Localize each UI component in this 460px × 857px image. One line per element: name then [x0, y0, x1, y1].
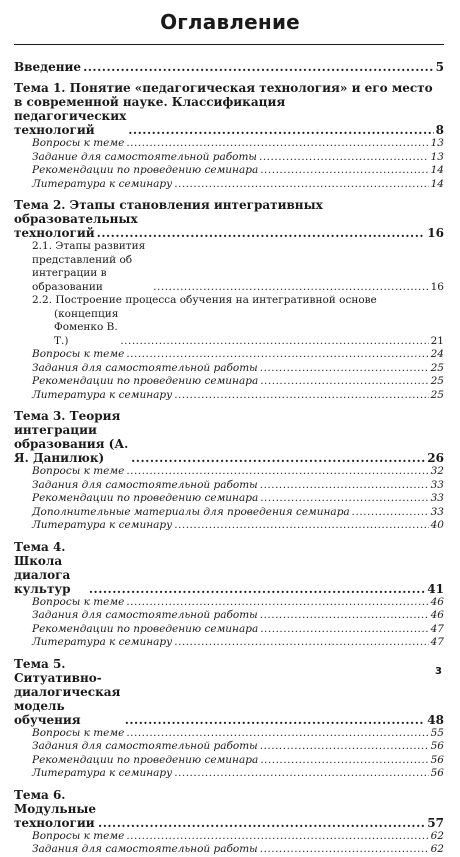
toc-page-number: 57 — [427, 815, 444, 830]
dot-leader — [260, 609, 429, 623]
toc-page-number: 33 — [430, 505, 444, 518]
toc-subitem[interactable] — [14, 479, 444, 493]
toc-subitem[interactable] — [14, 151, 444, 165]
toc-page-number: 32 — [430, 465, 444, 477]
toc-topic-1-line[interactable]: в современной науке. Классификация — [14, 95, 286, 109]
toc-entry-text: Литература к семинару — [32, 519, 173, 531]
dot-leader — [126, 727, 428, 741]
toc-subitem[interactable] — [14, 362, 444, 376]
toc-subitem[interactable] — [14, 348, 444, 362]
dot-leader — [174, 636, 428, 650]
toc-subitem[interactable] — [14, 506, 444, 520]
dot-leader — [174, 519, 428, 533]
toc-page-number: 5 — [435, 60, 444, 74]
dot-leader — [260, 754, 428, 768]
toc-entry-text: Тема 4. Школа диалога культур — [14, 539, 71, 596]
toc-entry-text: Литература к семинару — [32, 177, 173, 190]
toc-page-number: 13 — [430, 137, 444, 149]
toc-entry-text: Рекомендации по проведению семинара — [32, 753, 259, 766]
page-number: 3 — [435, 666, 442, 677]
toc-entry-text: педагогических технологий — [14, 109, 127, 137]
dot-leader — [126, 465, 428, 479]
toc-entry-intro[interactable] — [14, 60, 444, 74]
toc-entry-text: Задания для самостоятельной работы — [32, 609, 258, 621]
toc-entry-text: Введение — [14, 60, 82, 74]
toc-subitem[interactable] — [14, 178, 444, 192]
toc-page-number: 16 — [427, 226, 444, 240]
dot-leader — [126, 137, 428, 151]
toc-page-number: 8 — [435, 123, 444, 137]
dot-leader — [174, 389, 428, 403]
toc-page-number: 62 — [430, 829, 444, 842]
toc-topic-6[interactable] — [14, 788, 444, 830]
dot-leader — [260, 164, 428, 178]
toc-subitem[interactable] — [14, 465, 444, 479]
toc-subitem[interactable] — [14, 375, 444, 389]
dot-leader — [260, 623, 428, 637]
toc-page-number: 16 — [430, 280, 444, 293]
dot-leader — [89, 582, 425, 596]
toc-entry-text: Рекомендации по проведению семинара — [32, 164, 259, 176]
toc-topic-1-line[interactable]: Тема 1. Понятие «педагогическая технология» и его место — [14, 81, 433, 95]
dot-leader — [260, 843, 429, 857]
toc-page-number: 26 — [427, 451, 444, 465]
toc-subitem[interactable] — [14, 754, 444, 768]
toc-subitem[interactable] — [14, 492, 444, 506]
toc-page-number: 33 — [430, 478, 444, 491]
toc-page-number: 41 — [427, 581, 444, 596]
toc-entry-text: Вопросы к теме — [32, 829, 125, 842]
toc-entry-text: технологий — [14, 226, 95, 240]
toc-page-number: 56 — [430, 753, 444, 766]
toc-entry-text: Вопросы к теме — [32, 726, 125, 739]
toc-section-line[interactable]: 2.2. Построение процесса обучения на интегративной основе — [32, 294, 377, 306]
dot-leader — [126, 830, 428, 844]
toc-entry-text: Задание для самостоятельной работы — [32, 150, 257, 163]
toc-entry-text: Литература к семинару — [32, 388, 173, 401]
dot-leader — [259, 151, 429, 165]
table-of-contents — [14, 60, 444, 857]
dot-leader — [125, 713, 426, 727]
dot-leader — [120, 335, 428, 349]
dot-leader — [260, 492, 428, 506]
toc-page-number: 56 — [430, 767, 444, 779]
toc-page-number: 13 — [430, 150, 444, 163]
toc-section[interactable] — [14, 308, 444, 349]
toc-entry-text: Тема 3. Теория интеграции образования (А. Я. Данилюк) — [14, 409, 129, 465]
title-divider — [14, 44, 444, 45]
toc-entry-text: Задания для самостоятельной работы — [32, 740, 258, 752]
toc-section[interactable] — [14, 240, 444, 294]
dot-leader — [260, 375, 428, 389]
toc-subitem[interactable] — [14, 727, 444, 741]
dot-leader — [128, 123, 433, 137]
toc-page-number: 25 — [430, 375, 444, 387]
toc-subitem[interactable] — [14, 843, 444, 857]
toc-page-number: 47 — [430, 622, 444, 635]
dot-leader — [260, 362, 429, 376]
dot-leader — [98, 816, 425, 830]
toc-entry-text: Вопросы к теме — [32, 595, 125, 608]
toc-subitem[interactable] — [14, 609, 444, 623]
toc-subitem[interactable] — [14, 137, 444, 151]
toc-page-number: 62 — [430, 843, 444, 855]
toc-topic-2-line[interactable]: Тема 2. Этапы становления интегративных образовательных — [14, 198, 323, 226]
dot-leader — [260, 740, 429, 754]
toc-topic-2[interactable] — [14, 226, 444, 240]
toc-entry-text: Вопросы к теме — [32, 465, 125, 477]
toc-page-number: 48 — [427, 712, 444, 727]
dot-leader — [126, 348, 428, 362]
toc-page-number: 55 — [430, 726, 444, 739]
toc-entry-text: Литература к семинару — [32, 767, 173, 779]
toc-entry-text: Рекомендации по проведению семинара — [32, 375, 259, 387]
toc-entry-text: Рекомендации по проведению семинара — [32, 492, 259, 504]
toc-subitem[interactable] — [14, 767, 444, 781]
toc-page-number: 40 — [430, 519, 444, 531]
toc-page-number: 33 — [430, 492, 444, 504]
toc-subitem[interactable] — [14, 636, 444, 650]
toc-page-number: 46 — [430, 595, 444, 608]
toc-entry-text: Дополнительные материалы для проведения семинара — [32, 505, 350, 518]
toc-page-number: 47 — [430, 636, 444, 648]
toc-subitem[interactable] — [14, 389, 444, 403]
dot-leader — [83, 60, 434, 74]
dot-leader — [153, 281, 428, 295]
dot-leader — [174, 178, 428, 192]
toc-entry-text: Задания для самостоятельной работы — [32, 478, 258, 491]
dot-leader — [260, 479, 429, 493]
toc-page-number: 21 — [430, 334, 444, 347]
toc-entry-text: Тема 5. Ситуативно-диалогическая модель обучения — [14, 656, 121, 727]
toc-subitem[interactable] — [14, 519, 444, 533]
toc-subitem[interactable] — [14, 740, 444, 754]
toc-entry-text: (концепция Фоменко В. Т.) — [54, 307, 119, 347]
toc-topic-5[interactable] — [14, 657, 444, 727]
toc-topic-1[interactable] — [14, 109, 444, 137]
toc-entry-text: Тема 6. Модульные технологии — [14, 787, 97, 830]
dot-leader — [131, 451, 425, 465]
toc-topic-4[interactable] — [14, 540, 444, 596]
dot-leader — [352, 506, 429, 520]
dot-leader — [126, 596, 428, 610]
toc-page-number: 25 — [430, 361, 444, 374]
toc-topic-3[interactable] — [14, 409, 444, 465]
toc-page-number: 46 — [430, 609, 444, 621]
toc-subitem[interactable] — [14, 623, 444, 637]
toc-page-number: 25 — [430, 388, 444, 401]
toc-entry-text: Рекомендации по проведению семинара — [32, 622, 259, 635]
toc-entry-text: 2.1. Этапы развития представлений об интеграции в образовании — [32, 240, 146, 293]
toc-entry-text: Литература к семинару — [32, 636, 173, 648]
toc-subitem[interactable] — [14, 596, 444, 610]
dot-leader — [174, 767, 428, 781]
page-title: Оглавление — [160, 10, 300, 34]
toc-page-number: 14 — [430, 177, 444, 190]
toc-page-number: 56 — [430, 740, 444, 752]
toc-page-number: 24 — [430, 348, 444, 360]
dot-leader — [97, 226, 426, 240]
toc-entry-text: Вопросы к теме — [32, 137, 125, 149]
toc-subitem[interactable] — [14, 164, 444, 178]
toc-entry-text: Вопросы к теме — [32, 348, 125, 360]
toc-page-number: 14 — [430, 164, 444, 176]
toc-entry-text: Задания для самостоятельной работы — [32, 843, 258, 855]
toc-entry-text: Задания для самостоятельной работы — [32, 361, 258, 374]
toc-subitem[interactable] — [14, 830, 444, 844]
